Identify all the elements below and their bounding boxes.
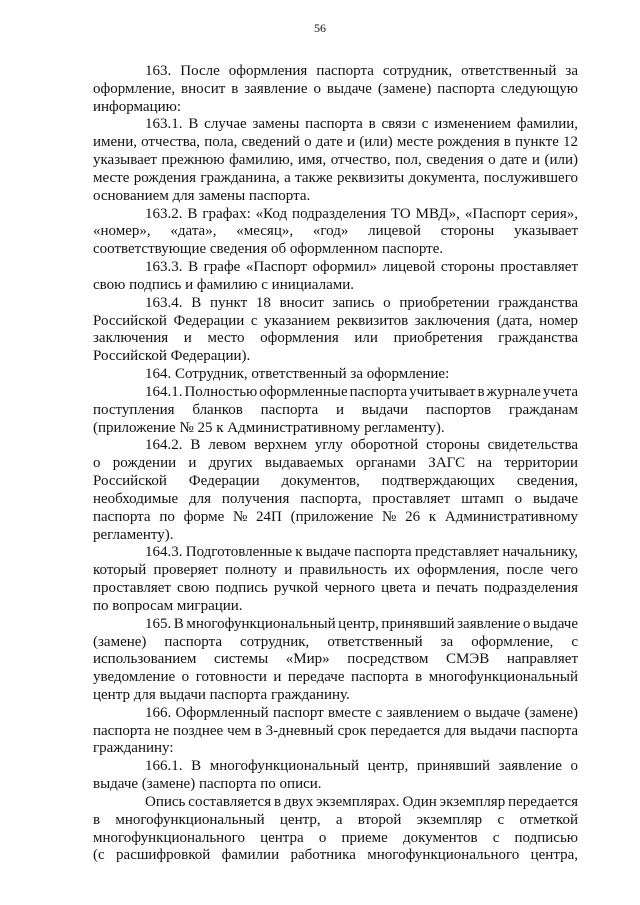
text-line: необходимые для получения паспорта, проставляет штамп о выдаче	[93, 490, 578, 507]
text-line: 166.1. В многофункциональный центр, принявший заявление о	[145, 758, 578, 775]
text-line: 163.1. В случае замены паспорта в связи с изменением фамилии,	[145, 116, 578, 133]
text-line: основанием для замены паспорта.	[93, 187, 311, 204]
text-line: имени, отчества, пола, сведений о дате и (или) месте рождения в пункте 12	[93, 134, 578, 151]
text-line: оформление, вносит в заявление о выдаче (замене) паспорта следующую	[93, 80, 578, 97]
paragraph	[93, 437, 578, 544]
paragraph	[93, 705, 578, 758]
paragraph	[93, 206, 578, 259]
text-line: центр для выдачи паспорта гражданину.	[93, 686, 350, 703]
text-line: заключения и место оформления или приобретения гражданства	[93, 330, 578, 347]
text-line: информацию:	[93, 98, 182, 115]
text-line: многофункционального центра о приеме документов с подписью	[93, 829, 578, 846]
text-line: свою подпись и фамилию с инициалами.	[93, 276, 355, 293]
paragraph	[93, 259, 578, 295]
paragraph	[93, 794, 578, 865]
text-line: 163. После оформления паспорта сотрудник, ответственный за	[145, 63, 578, 79]
text-line: указывает прежнюю фамилию, имя, отчество, пол, сведения о дате и (или)	[93, 152, 578, 169]
text-line: 164.2. В левом верхнем углу оборотной стороны свидетельства	[145, 437, 578, 454]
page-number: 56	[314, 21, 326, 35]
text-line: использованием системы «Мир» посредством СМЭВ направляет	[93, 651, 578, 668]
text-line: (приложение № 25 к Административному регламенту).	[93, 419, 445, 436]
document-text	[93, 63, 578, 865]
paragraph	[93, 544, 578, 615]
text-line: 163.3. В графе «Паспорт оформил» лицевой стороны проставляет	[145, 259, 578, 276]
text-line: проставляет свою подпись ручкой черного цвета и печать подразделения	[93, 580, 578, 597]
text-line: паспорта не позднее чем в 3-дневный срок передается для выдачи паспорта	[93, 722, 578, 739]
text-line: 164.3. Подготовленные к выдаче паспорта представляет начальнику,	[145, 544, 578, 561]
text-line: 165. В многофункциональный центр, принявший заявление о выдаче	[145, 615, 578, 632]
text-line: соответствующие сведения об оформленном паспорте.	[93, 241, 444, 258]
text-line: (замене) паспорта сотрудник, ответственный за оформление, с	[93, 633, 578, 650]
text-line: «номер», «дата», «месяц», «год» лицевой стороны указывает	[93, 223, 578, 240]
text-line: регламенту).	[93, 526, 174, 543]
text-line: поступления бланков паспорта и выдачи паспортов гражданам	[93, 401, 578, 418]
text-line: 164. Сотрудник, ответственный за оформление:	[145, 366, 450, 383]
paragraph	[93, 116, 578, 205]
paragraph	[93, 295, 578, 366]
text-line: Российской Федерации).	[93, 348, 251, 365]
text-line: о рождении и других выдаваемых органами ЗАГС на территории	[93, 455, 578, 472]
text-line: Опись составляется в двух экземплярах. Один экземпляр передается	[145, 793, 578, 810]
text-line: месте рождения гражданина, а также реквизиты документа, послужившего	[93, 169, 578, 186]
text-line: Российской Федерации с указанием реквизитов заключения (дата, номер	[93, 312, 578, 329]
text-line: (с расшифровкой фамилии работника многофункционального центра,	[93, 847, 578, 864]
text-line: который проверяет полноту и правильность их оформления, после чего	[93, 562, 578, 579]
text-line: уведомление о готовности и передаче паспорта в многофункциональный	[93, 669, 578, 686]
text-line: паспорта по форме № 24П (приложение № 26 к Административному	[93, 508, 578, 525]
text-line: выдаче (замене) паспорта по описи.	[93, 776, 322, 793]
paragraph	[93, 616, 578, 705]
text-line: по вопросам миграции.	[93, 597, 243, 614]
text-line: в многофункциональный центр, а второй экземпляр с отметкой	[93, 811, 578, 828]
text-line: 166. Оформленный паспорт вместе с заявлением о выдаче (замене)	[145, 704, 578, 721]
text-line: 163.4. В пункт 18 вносит запись о приобретении гражданства	[145, 294, 578, 311]
text-line: гражданину:	[93, 740, 174, 757]
paragraph	[93, 758, 578, 794]
paragraph	[93, 63, 578, 116]
text-line: 163.2. В графах: «Код подразделения ТО МВД», «Паспорт серия»,	[145, 205, 578, 222]
text-line: 164.1. Полностью оформленные паспорта учитывает в журнале учета	[145, 383, 578, 400]
text-line: Российской Федерации документов, подтверждающих сведения,	[93, 473, 578, 490]
paragraph	[93, 384, 578, 437]
paragraph	[93, 366, 578, 384]
